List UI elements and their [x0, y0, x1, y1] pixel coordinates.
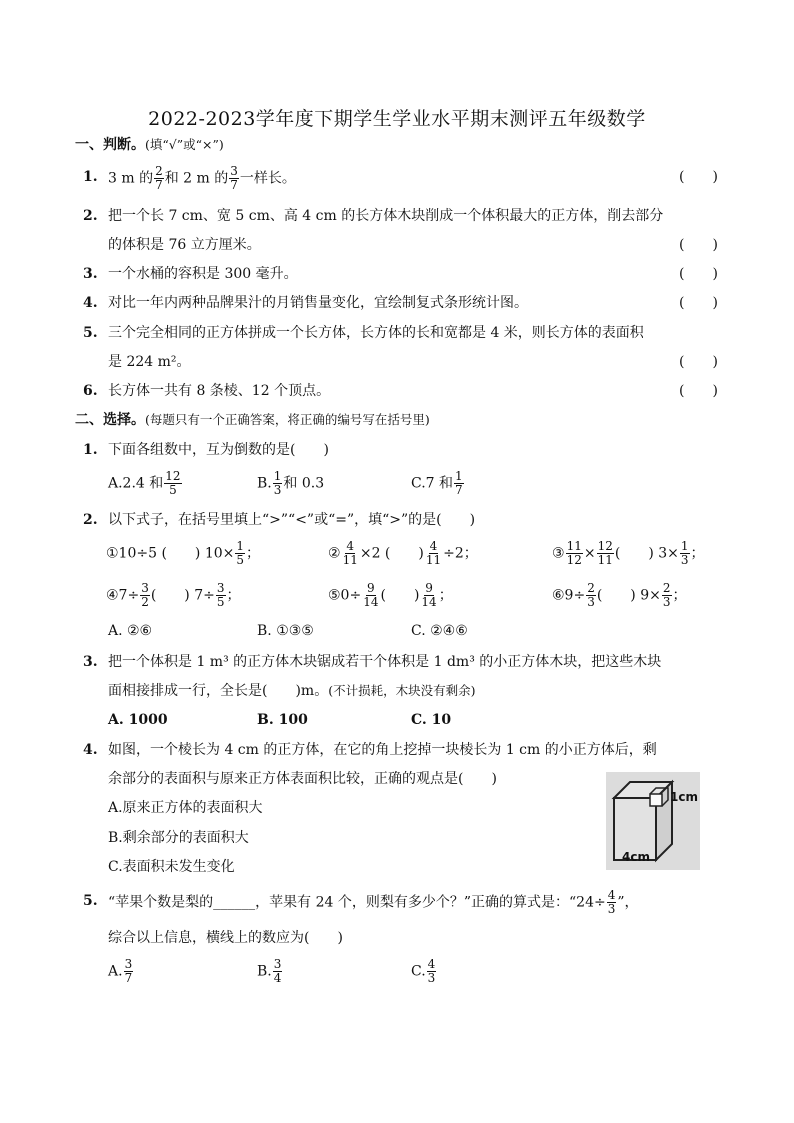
s1-q2-cont: 的体积是 76 立方厘米。 ( )	[0, 233, 794, 257]
s1-q3: 3. 一个水桶的容积是 300 毫升。 ( )	[0, 262, 794, 286]
option-b[interactable]: B. ①③⑤	[257, 623, 314, 639]
fraction: $\frac{2}{3}$	[587, 581, 595, 609]
fraction: $\frac{3}{2}$	[141, 581, 149, 609]
section-2-header	[0, 408, 794, 432]
option-a[interactable]: A.原来正方体的表面积大	[108, 800, 263, 816]
fraction: $\frac{3}{7}$	[230, 164, 238, 192]
s1-q5-cont: 是 224 m²。 ( )	[0, 350, 794, 374]
answer-paren[interactable]: ( )	[679, 383, 718, 399]
fraction: $\frac{9}{14}$	[421, 581, 437, 609]
fraction: $\frac{4}{3}$	[427, 957, 436, 985]
fraction: $\frac{4}{3}$	[607, 888, 616, 916]
s2-q3-cont: 面相接排成一行，全长是( )m。(不计损耗，木块没有剩余)	[108, 683, 476, 699]
s2-q2-options	[0, 619, 794, 643]
fraction: $\frac{3}{7}$	[124, 957, 133, 985]
s1-q4: 4. 对比一年内两种品牌果汁的月销售量变化，宜绘制复式条形统计图。 ( )	[0, 291, 794, 315]
option-c[interactable]: C.7 和 $\frac{1}{7}$	[411, 469, 463, 497]
section-1-header	[0, 133, 794, 157]
fraction: $\frac{1}{7}$	[455, 469, 463, 497]
page-title: 2022-2023学年度下期学生学业水平期末测评五年级数学	[148, 108, 646, 130]
fraction: $\frac{1}{3}$	[680, 539, 689, 567]
s2-q5-cont: 综合以上信息，横线上的数应为( )	[108, 930, 343, 946]
fraction: $\frac{1}{5}$	[236, 539, 245, 567]
fraction: $\frac{12}{5}$	[165, 469, 181, 497]
s2-q1: 1. 下面各组数中，互为倒数的是( )	[83, 442, 329, 458]
option-c[interactable]: C. $\frac{4}{3}$	[411, 957, 436, 985]
s1-q5: 5. 三个完全相同的正方体拼成一个长方体，长方体的长和宽都是 4 米，则长方体的表面积	[83, 325, 644, 341]
s2-q2: 2. 以下式子，在括号里填上“>”“<”或“=”，填“>”的是( )	[83, 512, 476, 528]
answer-paren[interactable]: ( )	[679, 266, 718, 282]
fraction: $\frac{4}{11}$	[342, 539, 358, 567]
answer-paren[interactable]: ( )	[679, 169, 718, 185]
fraction: $\frac{3}{5}$	[216, 581, 225, 609]
fraction: $\frac{1}{3}$	[273, 469, 282, 497]
s1-q6: 6. 长方体一共有 8 条棱、12 个顶点。 ( )	[0, 379, 794, 403]
big-cube-label: 4cm	[622, 850, 650, 864]
option-b[interactable]: B. 100	[257, 712, 308, 728]
option-b[interactable]: B. $\frac{3}{4}$	[257, 957, 282, 985]
answer-paren[interactable]: ( )	[679, 295, 718, 311]
answer-paren[interactable]: ( )	[679, 354, 718, 370]
option-b[interactable]: B.剩余部分的表面积大	[108, 830, 249, 846]
s2-q5: 5. “苹果个数是梨的______，苹果有 24 个，则梨有多少个？”正确的算式是：“24÷ $\frac{4}{3}$ ”，	[83, 888, 639, 916]
s2-q5-options	[0, 957, 794, 985]
cube-figure	[606, 772, 700, 870]
s2-q1-options	[0, 469, 794, 497]
s2-q3: 3. 把一个体积是 1 m³ 的正方体木块锯成若干个体积是 1 dm³ 的小正方体木块，把这些木块	[83, 654, 662, 670]
s2-q3-options	[0, 708, 794, 732]
s2-q2-exprs-1: ①10÷5 ( ) 10× $\frac{1}{5}$ ； ② $\frac{4}{11}$ ×2 ( ) $\frac{4}{11}$ ÷2； ③ $\frac{11}{12}$ × $\frac{12}{11}$ ( ) 3× $\frac{1}{3}$ ；	[106, 539, 705, 567]
section-heading: 一、判断。(填“√”或“×”)	[75, 137, 224, 153]
s1-q1: 1. 3 m 的 $\frac{2}{7}$ 和 2 m 的 $\frac{3}{7}$ 一样长。 ( )	[83, 164, 718, 192]
fraction: $\frac{4}{11}$	[425, 539, 442, 567]
s1-q2: 2. 把一个长 7 cm、宽 5 cm、高 4 cm 的长方体木块削成一个体积最大的正方体，削去部分	[83, 208, 664, 224]
fraction: $\frac{11}{12}$	[566, 539, 582, 567]
fraction: $\frac{2}{7}$	[155, 164, 163, 192]
s2-q4-cont: 余部分的表面积与原来正方体表面积比较，正确的观点是( )	[108, 771, 497, 787]
option-c[interactable]: C. ②④⑥	[411, 623, 468, 639]
s2-q4: 4. 如图，一个棱长为 4 cm 的正方体，在它的角上挖掉一块棱长为 1 cm 的小正方体后，剩	[83, 742, 657, 758]
option-a[interactable]: A. $\frac{3}{7}$	[108, 957, 133, 985]
option-b[interactable]: B. $\frac{1}{3}$ 和 0.3	[257, 469, 325, 497]
option-a[interactable]: A.2.4 和 $\frac{12}{5}$	[108, 469, 181, 497]
s2-q2-exprs-2: ④7÷ $\frac{3}{2}$ ( ) 7÷ $\frac{3}{5}$ ； ⑤0÷ $\frac{9}{14}$ ( ) $\frac{9}{14}$ ； ⑥9÷ $\frac{2}{3}$ ( ) 9× $\frac{2}{3}$ ；	[106, 581, 687, 609]
option-c[interactable]: C.表面积未发生变化	[108, 859, 235, 875]
option-c[interactable]: C. 10	[411, 712, 452, 728]
fraction: $\frac{12}{11}$	[597, 539, 613, 567]
fraction: $\frac{9}{14}$	[363, 581, 379, 609]
cube-drawing	[606, 772, 700, 870]
fraction: $\frac{2}{3}$	[662, 581, 671, 609]
option-a[interactable]: A. ②⑥	[108, 623, 153, 639]
section-heading: 二、选择。(每题只有一个正确答案，将正确的编号写在括号里)	[75, 412, 430, 428]
fraction: $\frac{3}{4}$	[273, 957, 282, 985]
option-a[interactable]: A. 1000	[108, 712, 168, 728]
answer-paren[interactable]: ( )	[679, 237, 718, 253]
small-cube-label: 1cm	[670, 790, 698, 804]
